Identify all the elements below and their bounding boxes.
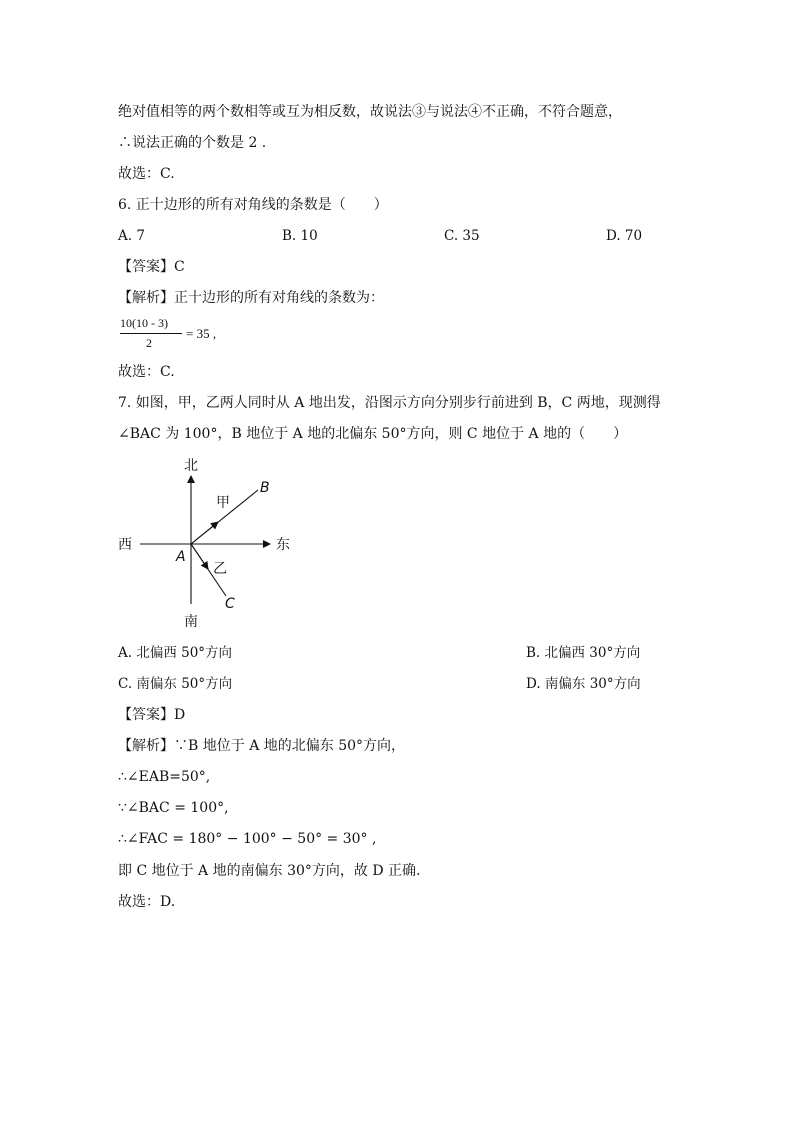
label-south: 南	[184, 614, 198, 630]
q6-option-c: C. 35	[444, 228, 480, 244]
path-ac-arrow	[191, 544, 208, 569]
formula-result: = 35 ,	[186, 326, 217, 341]
q7-analysis-4: ∴∠FAC = 180° − 100° − 50° = 30° ,	[118, 831, 377, 847]
fraction-bar	[120, 333, 182, 334]
label-b: B	[260, 480, 270, 496]
label-yi: 乙	[213, 561, 227, 577]
label-jia: 甲	[216, 495, 230, 511]
label-east: 东	[276, 537, 290, 553]
label-a: A	[176, 549, 186, 565]
text-line: 绝对值相等的两个数相等或互为相反数，故说法③与说法④不正确，不符合题意，	[118, 104, 622, 120]
q6-analysis: 【解析】正十边形的所有对角线的条数为：	[118, 290, 384, 306]
formula-numerator: 10(10 - 3)	[120, 316, 168, 330]
q6-option-b: B. 10	[282, 228, 318, 244]
question-7-line2: ∠BAC 为 100°，B 地位于 A 地的北偏东 50°方向，则 C 地位于 A 地的（ ）	[118, 426, 628, 442]
q7-option-d: D. 南偏东 30°方向	[526, 676, 641, 692]
q6-formula	[118, 316, 238, 356]
label-north: 北	[184, 458, 198, 474]
q7-analysis-3: ∵∠BAC = 100°,	[118, 800, 229, 816]
question-7-line1: 7. 如图，甲，乙两人同时从 A 地出发，沿图示方向分别步行前进到 B，C 两地，现测得	[118, 395, 661, 411]
text-line: ∴说法正确的个数是 2 .	[118, 135, 267, 151]
q7-analysis-1: 【解析】∵B 地位于 A 地的北偏东 50°方向，	[118, 738, 406, 754]
q7-answer: 【答案】D	[118, 707, 186, 723]
q7-analysis-5: 即 C 地位于 A 地的南偏东 30°方向，故 D 正确.	[118, 863, 421, 879]
q7-option-a: A. 北偏西 50°方向	[118, 645, 233, 661]
label-west: 西	[118, 537, 132, 553]
q7-choose: 故选：D.	[118, 894, 176, 910]
q6-option-a: A. 7	[118, 228, 145, 244]
text-line: 故选：C.	[118, 166, 175, 182]
q7-option-b: B. 北偏西 30°方向	[526, 645, 641, 661]
q7-analysis-2: ∴∠EAB=50°,	[118, 769, 211, 785]
q7-option-c: C. 南偏东 50°方向	[118, 676, 233, 692]
path-ab-arrow	[191, 522, 218, 544]
q6-option-d: D. 70	[606, 228, 643, 244]
compass-diagram	[110, 452, 310, 632]
q6-answer: 【答案】C	[118, 259, 185, 275]
question-6: 6. 正十边形的所有对角线的条数是（ ）	[118, 197, 388, 213]
q6-choose: 故选：C.	[118, 364, 175, 380]
label-c: C	[225, 596, 235, 612]
formula-denominator: 2	[146, 336, 152, 350]
